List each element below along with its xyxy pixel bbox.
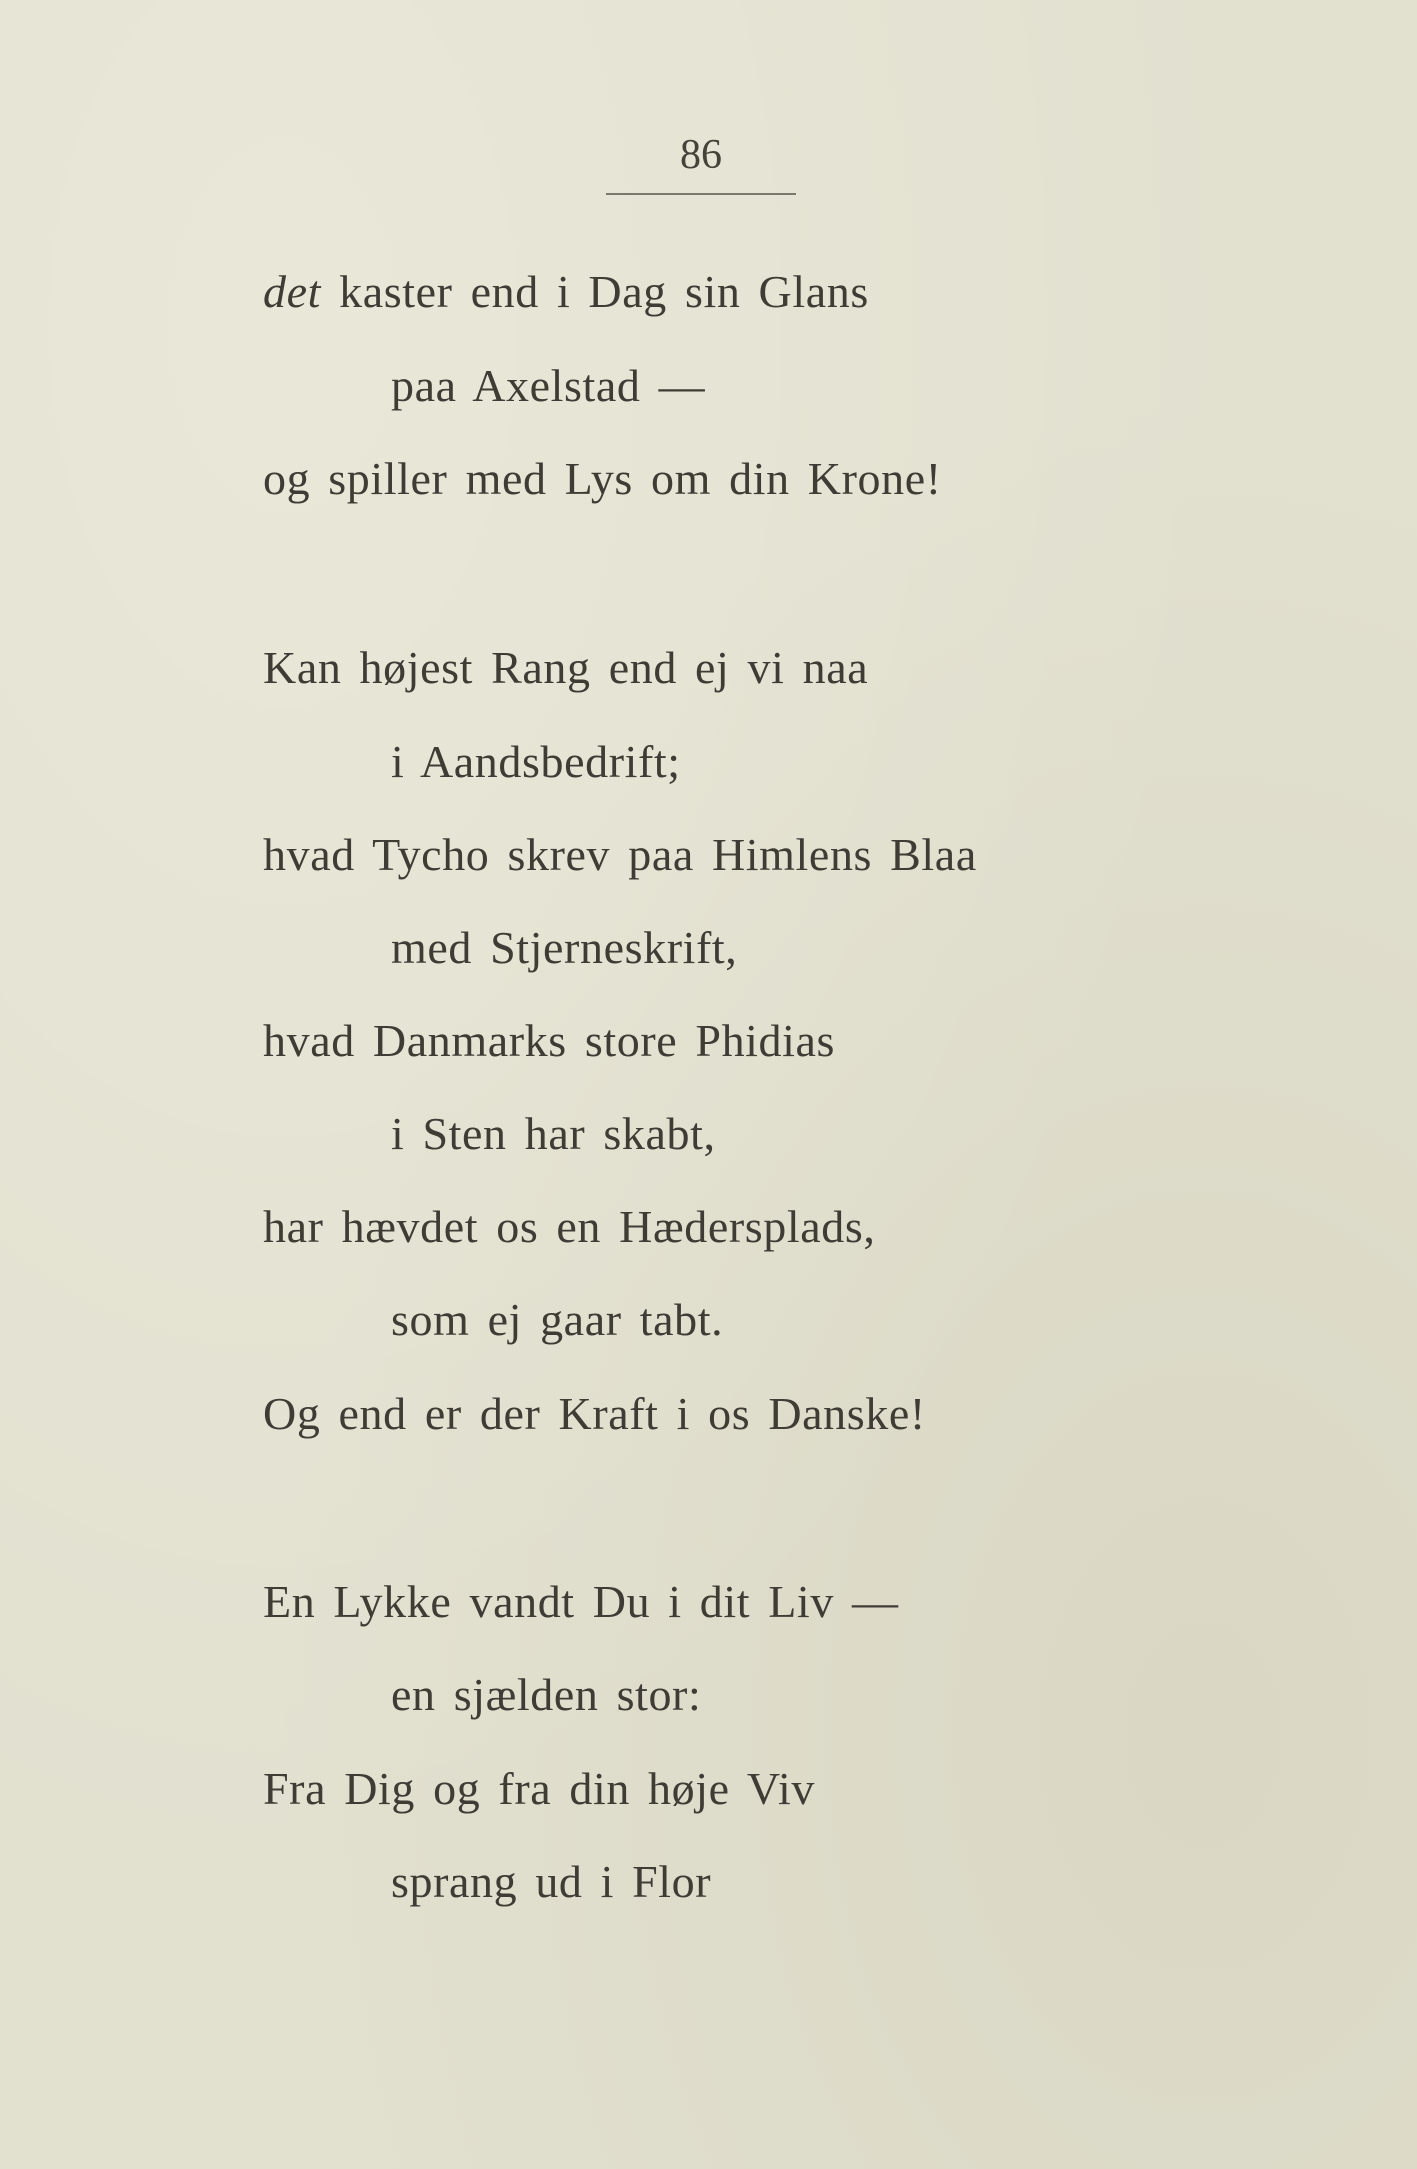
poem-line: Og end er der Kraft i os Danske!: [263, 1388, 926, 1439]
poem-line: [263, 264, 869, 320]
poem-line: En Lykke vandt Du i dit Liv —: [263, 1576, 899, 1627]
poem-line: i Sten har skabt,: [391, 1108, 716, 1159]
poem-line: hvad Tycho skrev paa Himlens Blaa: [263, 829, 977, 880]
poem-line-text: kaster end i Dag sin Glans: [321, 266, 869, 317]
poem-line: med Stjerneskrift,: [391, 922, 738, 973]
poem-line-italic-word: det: [263, 266, 321, 317]
poem-line: i Aandsbedrift;: [391, 736, 681, 787]
poem-line: Kan højest Rang end ej vi naa: [263, 642, 869, 693]
poem-line: en sjælden stor:: [391, 1669, 702, 1720]
poem-line: som ej gaar tabt.: [391, 1294, 724, 1345]
poem-line: hvad Danmarks store Phidias: [263, 1015, 836, 1066]
page-number: 86: [680, 132, 722, 178]
poem-line: og spiller med Lys om din Krone!: [263, 453, 942, 504]
poem-line: Fra Dig og fra din høje Viv: [263, 1763, 815, 1814]
page-number-rule: [606, 193, 796, 195]
poem-line: har hævdet os en Hædersplads,: [263, 1201, 876, 1252]
poem-line: sprang ud i Flor: [391, 1856, 712, 1907]
poem-line: paa Axelstad —: [391, 360, 706, 411]
